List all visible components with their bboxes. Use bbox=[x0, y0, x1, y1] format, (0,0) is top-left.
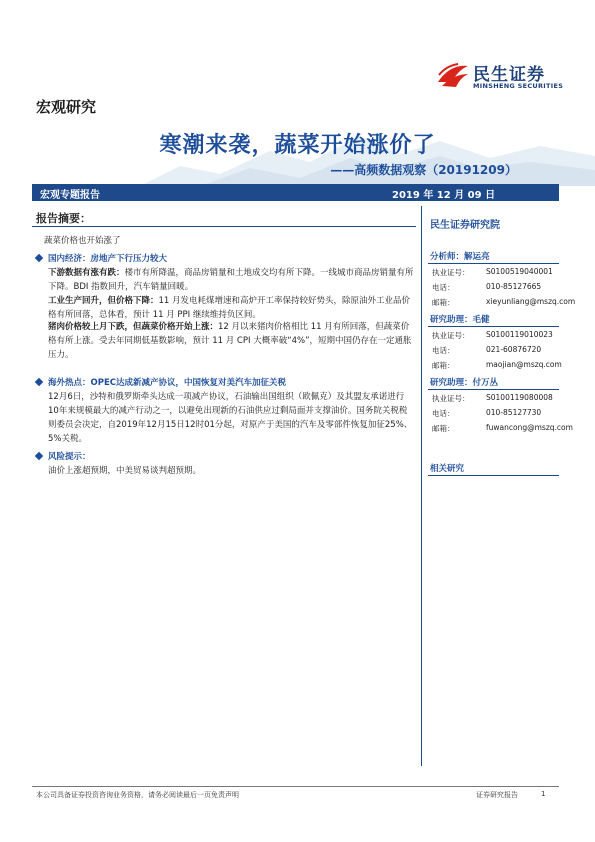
diamond-bullet-icon bbox=[35, 452, 43, 460]
diamond-bullet-icon bbox=[35, 254, 43, 262]
logo-chinese-name: 民生证券 bbox=[473, 65, 545, 85]
footer-rule bbox=[32, 786, 559, 787]
domestic-p3-text: 12 月以来猪肉价格相比 11 月有所回落，但蔬菜价格有所上涨。受去年同期低基数影响，预计 11 月 CPI 大概率破“4%”，短期中国仍存在一定通胀压力。 bbox=[48, 322, 412, 360]
summary-title: 报告摘要： bbox=[36, 212, 91, 225]
analyst-1-role: 分析师：解运亮 bbox=[430, 252, 490, 262]
overseas-paragraph: 12月6日，沙特和俄罗斯牵头达成一项减产协议，石油输出国组织（欧佩克）及其盟友承诺进行10年来规模最大的减产行动之一，以避免出现新的石油供应过剩局面并支撑油价。国务院关税税则委员会决定，自2019年12月15日12时01分起，对原产于美国的汽车及零部件恢复加征25%、5%关税。 bbox=[48, 392, 413, 444]
domestic-p1-text: 楼市有所降温，商品房销量和土地成交均有所下降。一线城市商品房销量有所下降。BDI 指数回升，汽车销量回暖。 bbox=[48, 268, 414, 292]
minsheng-logo-icon bbox=[436, 60, 470, 90]
analyst-2-license-label: 执业证号： bbox=[432, 331, 470, 340]
logo-english-name: MINSHENG SECURITIES bbox=[473, 82, 564, 90]
analyst-1-phone: 010-85127665 bbox=[486, 282, 542, 291]
report-type-label: 宏观专题报告 bbox=[40, 190, 100, 201]
analyst-2-rule bbox=[428, 326, 559, 327]
analyst-1-rule bbox=[428, 263, 559, 264]
analyst-1-license: S0100519040001 bbox=[486, 267, 553, 276]
domestic-paragraph-1 bbox=[48, 266, 414, 294]
domestic-paragraph-3 bbox=[48, 320, 414, 362]
report-subtitle: ——高频数据观察（20191209） bbox=[330, 163, 517, 177]
report-title: 寒潮来袭，蔬菜开始涨价了 bbox=[159, 133, 436, 158]
domestic-p1-lead: 下游数据有涨有跌： bbox=[48, 268, 125, 278]
risk-head-text: 风险提示： bbox=[48, 452, 91, 462]
domestic-p3-lead: 猪肉价格较上月下跌，但蔬菜价格开始上涨： bbox=[48, 322, 219, 332]
analyst-1-email[interactable]: xieyunliang@mszq.com bbox=[486, 297, 576, 306]
analyst-3-phone: 010-85127730 bbox=[486, 408, 542, 417]
analyst-3-phone-label: 电话： bbox=[432, 409, 455, 418]
analyst-3-license-label: 执业证号： bbox=[432, 394, 470, 403]
analyst-2-email-label: 邮箱： bbox=[432, 361, 455, 370]
summary-intro: 蔬菜价格也开始涨了 bbox=[44, 236, 121, 246]
report-category: 宏观研究 bbox=[36, 98, 97, 116]
related-research-head: 相关研究 bbox=[430, 464, 465, 474]
domestic-p2-text: 11 月发电耗煤增速和高炉开工率保持较好势头，除原油外工业品价格有所回落，总体看，预计 11 月 PPI 继续维持负区间。 bbox=[48, 296, 411, 320]
domestic-head-text: 国内经济：房地产下行压力较大 bbox=[48, 254, 168, 264]
analyst-1-phone-label: 电话： bbox=[432, 283, 455, 292]
related-research-rule bbox=[428, 475, 559, 476]
domestic-section-head bbox=[36, 252, 167, 264]
institute-name: 民生证券研究院 bbox=[430, 220, 500, 231]
footer-doc-type: 证券研究报告 bbox=[476, 791, 518, 799]
analyst-3-email-label: 邮箱： bbox=[432, 424, 455, 433]
analyst-2-phone-label: 电话： bbox=[432, 346, 455, 355]
overseas-section-head bbox=[36, 376, 286, 388]
analyst-3-role: 研究助理：付万丛 bbox=[430, 378, 499, 388]
analyst-2-license: S0100119010023 bbox=[486, 330, 553, 339]
domestic-paragraph-2 bbox=[48, 294, 414, 322]
analyst-1-license-label: 执业证号： bbox=[432, 268, 470, 277]
domestic-p2-lead: 工业生产回升，但价格下降： bbox=[48, 296, 159, 306]
analyst-1-email-label: 邮箱： bbox=[432, 298, 455, 307]
analyst-3-rule bbox=[428, 389, 559, 390]
analyst-3-email[interactable]: fuwancong@mszq.com bbox=[486, 423, 573, 432]
diamond-bullet-icon bbox=[35, 378, 43, 386]
summary-rule bbox=[32, 226, 416, 227]
analyst-2-phone: 021-60876720 bbox=[486, 345, 542, 354]
report-date: 2019 年 12 月 09 日 bbox=[392, 190, 496, 201]
risk-paragraph: 油价上涨超预期，中美贸易谈判超预期。 bbox=[48, 466, 202, 476]
analyst-2-role: 研究助理：毛健 bbox=[430, 315, 490, 325]
analyst-3-license: S0100119080008 bbox=[486, 393, 553, 402]
overseas-head-text: 海外热点：OPEC达成新减产协议，中国恢复对美汽车加征关税 bbox=[48, 378, 287, 388]
column-divider bbox=[421, 206, 422, 766]
analyst-2-email[interactable]: maojian@mszq.com bbox=[486, 360, 562, 369]
footer-page-number: 1 bbox=[541, 790, 546, 798]
risk-section-head bbox=[36, 450, 91, 462]
footer-disclaimer: 本公司具备证券投资咨询业务资格，请务必阅读最后一页免责声明 bbox=[36, 791, 239, 799]
